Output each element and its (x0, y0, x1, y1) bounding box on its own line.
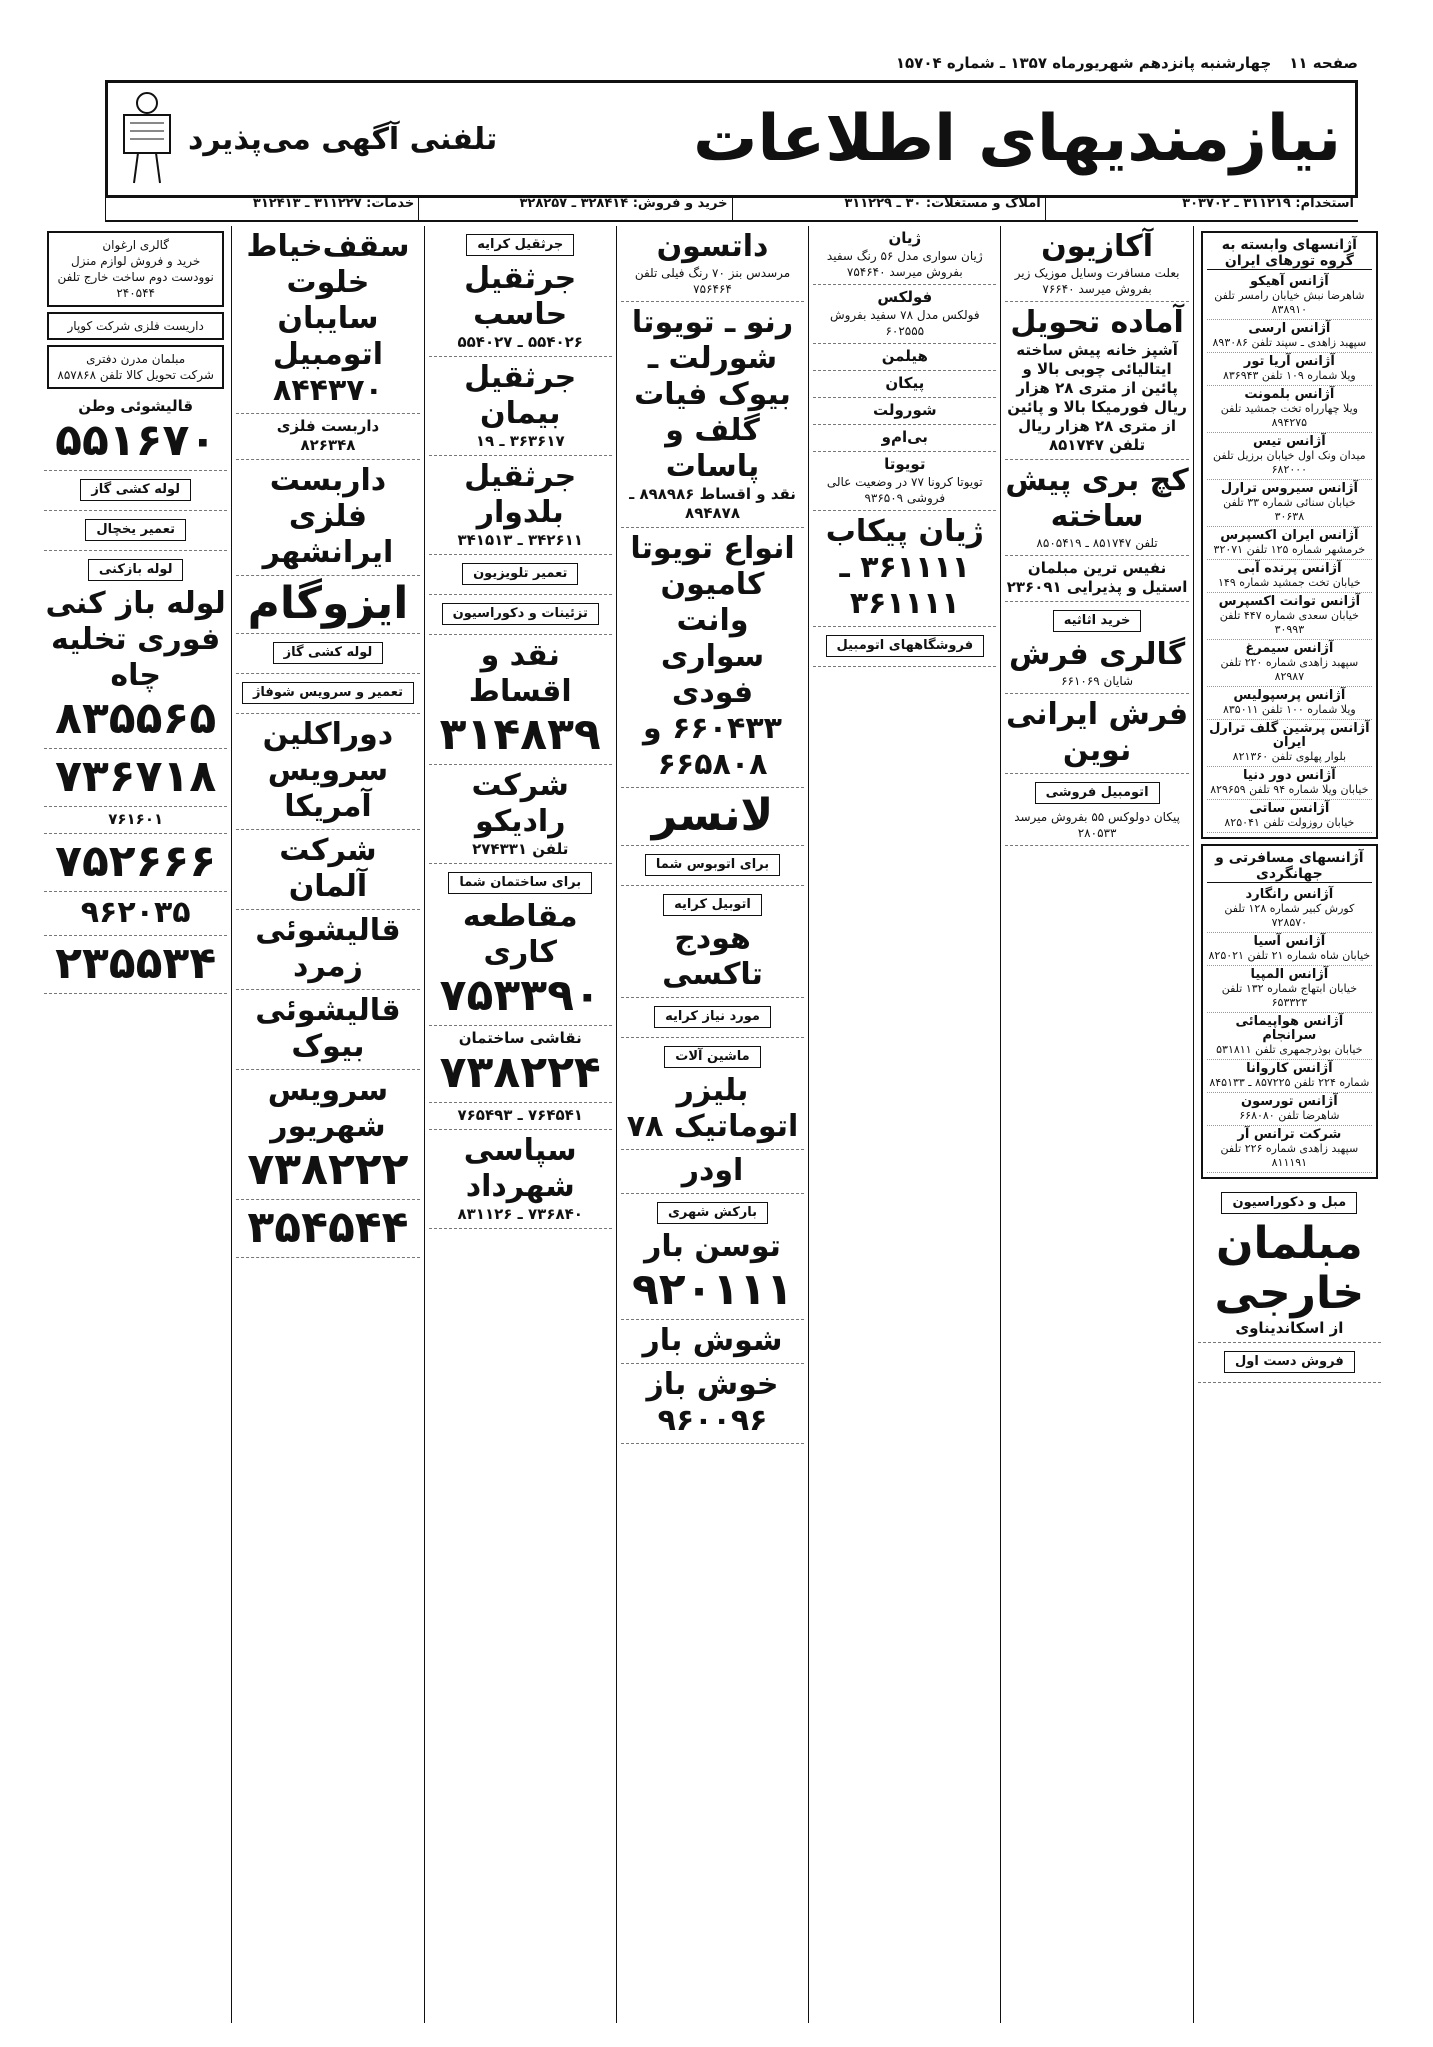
section-label: تعمیر و سرویس شوفاژ (242, 682, 414, 704)
column-3 (808, 226, 1000, 2023)
column-2 (1000, 226, 1192, 2023)
agency-address: شاهرضا نبش خیابان رامسر تلفن ۸۳۸۹۱۰ (1214, 289, 1365, 316)
ad-headline: هیلمن (881, 347, 928, 365)
agency-address: خیابان سنائی شماره ۳۳ تلفن ۳۰۶۳۸ (1223, 496, 1356, 523)
section-ad (813, 627, 996, 667)
ad-phone: ۳۵۴۵۴۴ (247, 1202, 409, 1253)
classified-ad (236, 226, 419, 414)
agency-list (1207, 886, 1372, 1173)
agency-name: آژانس ایران اکسپرس (1220, 528, 1359, 543)
agency-name: آژانس المپیا (1250, 967, 1329, 982)
classified-ad (621, 528, 804, 788)
section-ad (621, 846, 804, 886)
classified-ad (621, 788, 804, 846)
ad-headline: داریست فلزی شرکت کوپار (67, 319, 204, 333)
ad-headline: تویوتا (884, 455, 926, 473)
classified-ad (429, 1103, 612, 1130)
ad-phone: ۷۳۶۷۱۸ (55, 751, 217, 802)
section-ad (236, 634, 419, 674)
section-ad (429, 864, 612, 1026)
ad-phone: ۳۱۴۸۳۹ (439, 709, 601, 760)
agency-address: خیابان ویلا شماره ۹۴ تلفن ۸۲۹۶۵۹ (1210, 783, 1369, 796)
section-ad (236, 674, 419, 714)
agency-address: خیابان روزولت تلفن ۸۲۵۰۴۱ (1224, 816, 1355, 829)
agency-address: کورش کبیر شماره ۱۲۸ تلفن ۷۲۸۵۷۰ (1224, 902, 1355, 929)
tour-agencies-box (1201, 231, 1378, 839)
ad-phone: ۷۳۸۲۲۴ (439, 1047, 601, 1098)
phone-buy-sell: خرید و فروش: ۳۲۸۴۱۴ ـ ۳۲۸۲۵۷ (418, 196, 731, 220)
ad-headline: آکازیون (1041, 229, 1154, 264)
agency-name: آژانس ارسی (1248, 321, 1331, 336)
classified-ad (1005, 460, 1188, 556)
agency-name: آژانس آهیکو (1250, 274, 1329, 289)
agency-address: سپهبد زاهدی شماره ۲۲۶ تلفن ۸۱۱۱۹۱ (1220, 1142, 1359, 1169)
ad-headline: شرکت آلمان (279, 833, 377, 904)
ad-headline: ژیان پیکاب (825, 514, 984, 549)
classified-ad (813, 511, 996, 627)
ad-phone: ۷۶۱۶۰۱ (108, 810, 164, 828)
agency-address: بلوار پهلوی تلفن ۸۲۱۳۶۰ (1232, 750, 1347, 763)
ad-text: تلفن ۸۵۱۷۴۷ ـ ۸۵۰۵۴۱۹ (1036, 536, 1158, 550)
column-7 (40, 226, 231, 2023)
ad-phone: ۷۳۸۲۲۲ (247, 1144, 409, 1195)
ad-text: فولکس مدل ۷۸ سفید بفروش ۶۰۲۵۵۵ (829, 308, 980, 338)
agency-entry (1207, 640, 1372, 687)
classified-ad (44, 749, 227, 807)
ad-headline: لوله باز کنی فوری تخلیه چاه (45, 586, 226, 693)
section-ad (1005, 774, 1188, 846)
agency-name: آژانس سیروس ترارل (1220, 481, 1358, 496)
section-label: لوله کشی گاز (80, 479, 191, 501)
section-label: خرید اثاثیه (1053, 610, 1142, 632)
classified-ad (813, 371, 996, 398)
agency-entry (1207, 800, 1372, 833)
ad-headline: نقاشی ساختمان (458, 1029, 582, 1047)
agency-address: سپهبد زاهدی شماره ۲۲۰ تلفن ۸۲۹۸۷ (1220, 656, 1359, 683)
agency-address: ویلا شماره ۱۰۹ تلفن ۸۳۶۹۴۳ (1222, 369, 1356, 382)
agency-name: شرکت ترانس آر (1237, 1127, 1342, 1142)
box-title: آژانسهای وابسته به گروه تورهای ایران (1207, 237, 1372, 270)
agency-address: خرمشهر شماره ۱۲۵ تلفن ۳۲۰۷۱ (1213, 543, 1366, 556)
agency-entry (1207, 273, 1372, 320)
classified-ad (621, 1364, 804, 1444)
masthead-subtitle: تلفنی آگهی می‌پذیرد (188, 121, 498, 157)
classified-ad (813, 344, 996, 371)
agency-name: آژانس توانت اکسپرس (1218, 594, 1361, 609)
classified-ad (44, 892, 227, 936)
section-ad (429, 595, 612, 635)
classified-ad (44, 394, 227, 471)
agency-name: آژانس دور دنیا (1243, 768, 1336, 783)
classified-ad (1005, 226, 1188, 302)
agency-name: آژانس پرشین گلف ترارل ایران (1209, 721, 1370, 750)
column-5 (424, 226, 616, 2023)
ad-headline: آماده تحویل (1010, 305, 1184, 340)
classified-ad (44, 936, 227, 994)
masthead (105, 80, 1358, 198)
classified-ad (1005, 302, 1188, 460)
section-phone-bar (105, 196, 1358, 222)
ad-text: مرسدس بنز ۷۰ رنگ فیلی تلفن ۷۵۶۴۶۴ (634, 266, 791, 296)
classified-ad (236, 1070, 419, 1200)
agency-entry (1207, 1093, 1372, 1126)
ad-phone: ۵۵۱۶۷۰ (55, 415, 217, 466)
agency-address: شماره ۲۲۴ تلفن ۸۵۷۲۲۵ ـ ۸۴۵۱۳۳ (1209, 1076, 1370, 1089)
classified-ad (236, 1200, 419, 1258)
agency-address: سپهبد زاهدی ـ سپند تلفن ۸۹۳۰۸۶ (1212, 336, 1367, 349)
phone-employment: استخدام: ۳۱۱۲۱۹ ـ ۳۰۳۷۰۲ (1045, 196, 1358, 220)
ad-text: پیکان دولوکس ۵۵ بفروش میرسد ۲۸۰۵۳۳ (1014, 810, 1180, 840)
agency-entry (1207, 933, 1372, 966)
ad-headline: دوراکلین سرویس آمریکا (262, 717, 394, 824)
phone-services: خدمات: ۳۱۱۲۲۷ ـ ۳۱۲۴۱۳ (105, 196, 418, 220)
classified-ad (813, 285, 996, 344)
ad-phone: ۸۲۶۳۴۸ (300, 436, 356, 454)
ad-headline: سرویس شهریور (267, 1073, 389, 1144)
ad-text: ژیان سواری مدل ۵۶ رنگ سفید بفروش میرسد ۷۵۴۶۴۰ (826, 249, 983, 279)
ad-headline: کچ بری پیش ساخته (1005, 463, 1189, 534)
ad-headline: مبلمان مدرن دفتری (86, 352, 186, 366)
ad-headline: داربست فلزی (276, 417, 380, 435)
agency-address: شاهرضا تلفن ۶۶۸۰۸۰ (1239, 1109, 1340, 1122)
agency-entry (1207, 386, 1372, 433)
ad-headline: قالیشوئی بیوک (255, 993, 401, 1064)
agency-name: آژانس ساتی (1249, 801, 1330, 816)
agency-name: آژانس تیس (1252, 434, 1326, 449)
agency-entry (1207, 1060, 1372, 1093)
ad-headline: داتسون (656, 229, 769, 264)
classified-ad (236, 910, 419, 990)
ad-headline: هودج تاکسی (662, 921, 763, 992)
agency-address: خیابان بوذرجمهری تلفن ۵۳۱۸۱۱ (1216, 1043, 1363, 1056)
masthead-title: نیازمندیهای اطلاعات (693, 102, 1341, 176)
agency-entry (1207, 1013, 1372, 1060)
agency-entry (1207, 527, 1372, 560)
classified-ad (621, 1150, 804, 1194)
ad-phone: ۵۵۴۰۲۶ ـ ۵۵۴۰۲۷ (457, 333, 583, 351)
ad-headline: گالری ارغوان (102, 238, 169, 252)
section-label: بارکش شهری (657, 1202, 768, 1224)
ad-headline: شرکت رادیکو (471, 768, 569, 839)
newspaper-reader-icon (116, 89, 178, 189)
agency-name: آژانس هواپیمائی سرانجام (1235, 1014, 1344, 1043)
ad-phone: ۸۴۴۳۷۰ (273, 373, 383, 408)
ad-headline: گالری فرش (1008, 637, 1186, 672)
ad-text: شرکت تحویل کالا تلفن ۸۵۷۸۶۸ (57, 368, 214, 382)
ad-text: بعلت مسافرت وسایل موزیک زیر بفروش میرسد ۷۶۶۴۰ (1014, 266, 1180, 296)
ad-headline: جرثقیل بیمان (464, 360, 577, 431)
section-label: جرثقیل کرایه (466, 234, 574, 256)
classified-ad (813, 226, 996, 285)
classified-ad (429, 1026, 612, 1103)
agency-entry (1207, 433, 1372, 480)
agency-name: آژانس رانگارد (1245, 887, 1334, 902)
ad-headline: سپاسی شهرداد (463, 1133, 577, 1204)
section-ad (621, 998, 804, 1038)
agency-entry (1207, 966, 1372, 1013)
classified-ad (621, 226, 804, 302)
ad-headline: مقاطعه کاری (462, 899, 578, 970)
section-ad (429, 226, 612, 357)
ad-text: شایان ۶۶۱۰۶۹ (1061, 674, 1134, 688)
ad-headline: توسن بار (644, 1229, 781, 1264)
section-ad (429, 555, 612, 595)
section-label: اتوبیل کرایه (663, 894, 762, 916)
agency-address: خیابان تخت جمشید شماره ۱۴۹ (1218, 576, 1361, 589)
section-ad (44, 511, 227, 551)
ad-headline: مبلمان خارجی (1214, 1218, 1365, 1319)
agency-address: ویلا چهارراه تخت جمشید تلفن ۸۹۴۲۷۵ (1220, 402, 1358, 429)
ad-phone: ۹۶۰۰۹۶ (657, 1403, 768, 1438)
ad-phone: ۳۶۳۶۱۷ ـ ۱۹ (475, 432, 565, 450)
agency-entry (1207, 720, 1372, 767)
ad-phone: ۹۲۰۱۱۱ (631, 1264, 794, 1315)
ad-headline: رنو ـ تویوتا شورلت ـ بیوک فیات گلف و پاسات (631, 305, 794, 484)
column-4 (616, 226, 808, 2023)
ad-headline: شوش بار (642, 1323, 783, 1358)
section-label: لوله کشی گاز (273, 642, 384, 664)
classified-ad (44, 834, 227, 892)
ad-text: نفیس ترین مبلمان استیل و پذیرایی ۲۳۶۰۹۱ (1006, 559, 1188, 596)
section-label: مبل و دکوراسیون (1221, 1192, 1357, 1214)
section-label: تعمیر یخچال (85, 519, 186, 541)
ad-phone: ۸۳۵۵۶۵ (55, 693, 217, 744)
ad-phone: ۹۶۲۰۳۵ (80, 895, 191, 930)
ad-headline: بی‌ام‌و (881, 428, 928, 446)
ad-headline: فولکس (877, 288, 933, 306)
agency-entry (1207, 767, 1372, 800)
agency-name: آژانس بلمونت (1244, 387, 1335, 402)
section-label: ماشین آلات (664, 1046, 760, 1068)
ad-subline: از اسکاندیناوی (1235, 1319, 1344, 1337)
classified-ad (1005, 556, 1188, 602)
ad-headline: قالیشوئی زمرد (255, 913, 401, 984)
ad-columns (40, 226, 1385, 2023)
classified-ad (47, 312, 224, 340)
classified-ad (236, 576, 419, 634)
agency-name: آژانس پرسپولیس (1233, 688, 1346, 703)
agency-entry (1207, 886, 1372, 933)
ad-headline: سقف‌خیاط خلوت سایبان اتومبیل (246, 229, 410, 372)
ad-text: نقد و اقساط ۸۹۸۹۸۶ ـ ۸۹۴۸۷۸ (629, 485, 796, 522)
classified-ad (44, 807, 227, 834)
classified-ad (47, 231, 224, 307)
classified-ad (47, 345, 224, 389)
column-1 (1193, 226, 1385, 2023)
ad-phone: ۳۶۱۱۱۱ ـ ۳۶۱۱۱۱ (839, 550, 971, 621)
ad-phone: ۶۶۰۴۳۳ و ۶۶۵۸۰۸ (643, 711, 782, 782)
ad-headline: اودر (681, 1153, 744, 1188)
classified-ad (236, 460, 419, 576)
ad-headline: خوش باز (646, 1367, 779, 1402)
classified-ad (429, 357, 612, 456)
ad-headline: جرثقیل بلدوار (464, 459, 577, 530)
ad-headline: جرثقیل حاسب (464, 261, 577, 332)
ad-text: تویوتا کرونا ۷۷ در وضعیت عالی فروشی ۹۳۶۵۰۹ (826, 475, 983, 505)
classified-ad (813, 425, 996, 452)
ad-headline: ژیان (888, 229, 922, 247)
agency-name: آژانس آریا تور (1243, 354, 1335, 369)
ad-phone: تلفن ۲۷۴۳۳۱ (472, 840, 569, 858)
classified-ad (236, 990, 419, 1070)
ad-headline: بلیزر اتوماتیک ۷۸ (626, 1073, 799, 1144)
ad-phone: ۳۴۲۶۱۱ ـ ۳۴۱۵۱۳ (457, 531, 583, 549)
travel-agencies-box (1201, 844, 1378, 1179)
ad-phone: ۷۵۲۶۶۶ (55, 836, 217, 887)
section-label: برای ساختمان شما (448, 872, 592, 894)
ad-headline: ایزوگام (247, 578, 409, 629)
ad-headline: نقد و اقساط (468, 638, 572, 709)
section-ad (1198, 1343, 1381, 1383)
classified-ad (621, 1320, 804, 1364)
ad-headline: قالیشوئی وطن (78, 397, 194, 415)
classified-ad (813, 398, 996, 425)
section-label: اتومبیل فروشی (1035, 782, 1160, 804)
agency-entry (1207, 687, 1372, 720)
classified-ad (813, 452, 996, 511)
ad-phone: ۷۶۴۵۴۱ ـ ۷۶۵۴۹۳ (457, 1106, 583, 1124)
classified-ad (236, 830, 419, 910)
agency-entry (1207, 1126, 1372, 1173)
ad-text: خرید و فروش لوازم منزل نوودست دوم ساخت خارج تلفن ۲۴۰۵۴۴ (57, 254, 214, 300)
section-label: برای اتوبوس شما (645, 854, 780, 876)
furniture-ad (1198, 1184, 1381, 1343)
agency-address: ویلا شماره ۱۰۰ تلفن ۸۳۵۰۱۱ (1222, 703, 1356, 716)
classified-ad (429, 765, 612, 864)
ad-headline: شورولت (872, 401, 937, 419)
page-number: صفحه ۱۱ (1289, 54, 1358, 72)
ad-headline: فرش ایرانی نوین (1005, 697, 1189, 768)
classified-ad (429, 635, 612, 765)
phone-real-estate: املاک و مستغلات: ۳۰ ـ ۳۱۱۲۲۹ (732, 196, 1045, 220)
classified-ad (1005, 694, 1188, 774)
section-ad (621, 1038, 804, 1150)
agency-entry (1207, 320, 1372, 353)
agency-address: خیابان ابتهاج شماره ۱۳۲ تلفن ۶۵۳۳۲۳ (1221, 982, 1357, 1009)
section-ad (44, 551, 227, 749)
agency-name: آژانس پرنده آبی (1237, 561, 1342, 576)
section-ad (621, 886, 804, 998)
classified-ad (236, 714, 419, 830)
agency-entry (1207, 560, 1372, 593)
issue-date: چهارشنبه پانزدهم شهریورماه ۱۳۵۷ ـ شماره ۱۵۷۰۴ (895, 54, 1272, 72)
masthead-left (116, 89, 497, 189)
section-ad (1005, 602, 1188, 694)
classified-ad (236, 414, 419, 460)
page-info (105, 54, 1358, 78)
box-title: آژانسهای مسافرتی و جهانگردی (1207, 850, 1372, 883)
agency-name: آژانس سیمرغ (1245, 641, 1334, 656)
section-ad (44, 471, 227, 511)
ad-headline: انواع تویوتا کامیون وانت سواری فودی (630, 531, 795, 710)
agency-entry (1207, 593, 1372, 640)
section-label: فروشگاههای اتومبیل (826, 635, 985, 657)
ad-text: آشپز خانه پیش ساخته ایتالیائی چوبی بالا و پائین از متری ۲۸ هزار ریال فورمیکا بالا و پائین از متری ۲۸ هزار ریال تلفن ۸۵۱۷۴۷ (1007, 341, 1187, 454)
column-6 (231, 226, 423, 2023)
ad-phone: ۲۳۵۵۳۴ (55, 938, 217, 989)
agency-entry (1207, 353, 1372, 386)
agency-name: آژانس تورسون (1240, 1094, 1338, 1109)
agency-name: آژانس آسیا (1253, 934, 1326, 949)
ad-headline: پیکان (885, 374, 925, 392)
agency-address: میدان ونک اول خیابان برزیل تلفن ۶۸۲۰۰۰ (1213, 449, 1366, 476)
classified-ad (429, 456, 612, 555)
ad-phone: ۷۵۳۳۹۰ (439, 970, 601, 1021)
section-label: تعمیر تلویزیون (462, 563, 578, 585)
section-label: مورد نیاز کرایه (654, 1006, 771, 1028)
agency-name: آژانس کاروانا (1246, 1061, 1333, 1076)
agency-list (1207, 273, 1372, 833)
ad-headline: لانسر (651, 790, 774, 841)
classified-ad (621, 302, 804, 528)
section-label: تزئینات و دکوراسیون (442, 603, 599, 625)
ad-phone: ۷۳۶۸۴۰ ـ ۸۳۱۱۲۶ (457, 1205, 583, 1223)
section-label: فروش دست اول (1224, 1351, 1355, 1373)
section-label: لوله بازکنی (88, 559, 184, 581)
section-ad (621, 1194, 804, 1320)
classified-ad (429, 1130, 612, 1229)
agency-address: خیابان شاه شماره ۲۱ تلفن ۸۲۵۰۲۱ (1208, 949, 1371, 962)
ad-headline: داربست فلزی ایرانشهر (262, 463, 394, 570)
agency-entry (1207, 480, 1372, 527)
agency-address: خیابان سعدی شماره ۴۴۷ تلفن ۳۰۹۹۳ (1219, 609, 1359, 636)
